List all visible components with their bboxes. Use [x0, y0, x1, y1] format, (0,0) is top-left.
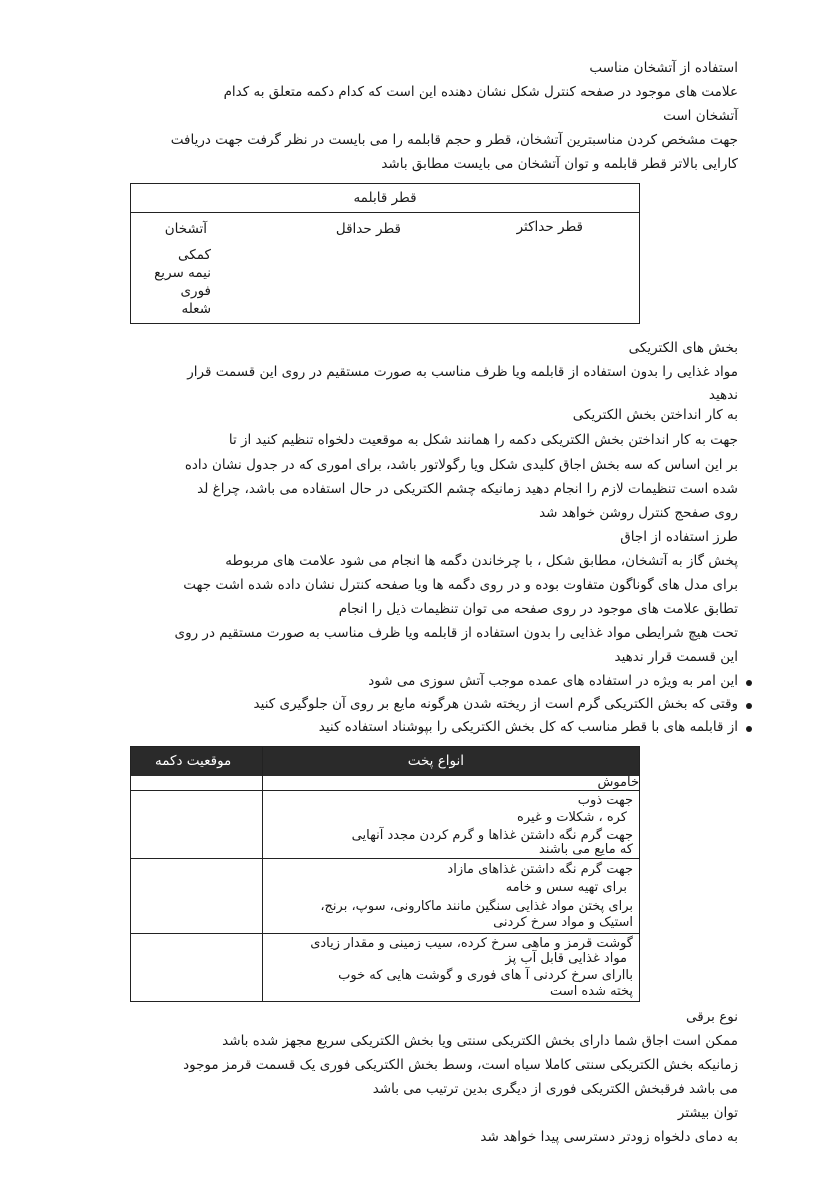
col-cooking-types: انواع پخت [407, 753, 464, 769]
cooking-cell-text: جهت گرم نگه داشتن غذاهای مازاد [447, 862, 633, 877]
cooking-types-table [130, 746, 640, 1002]
col-burner: آتشخان [164, 221, 207, 237]
para-burner-line: آتشخان است [663, 108, 738, 124]
para-type-line: می باشد فرقبخش الکتریکی فوری از دیگری بدین ترتیب می باشد [372, 1081, 738, 1097]
cooking-cell-text: مواد غذایی قابل آب پز [505, 951, 627, 966]
para-operate-line: روی صفحج کنترل روشن خواهد شد [539, 505, 738, 521]
para-usage-line: تطابق علامت های موجود در روی صفحه می توان تنظیمات ذیل را انجام [338, 601, 738, 617]
cooking-cell-text: کره ، شکلات و غیره [517, 810, 627, 825]
cooking-cell-text: گوشت قرمز و ماهی سرخ کرده، سیب زمینی و مقدار زیادی [310, 936, 633, 951]
burner-list [154, 246, 211, 318]
col-knob-position: موقعیت دکمه [155, 753, 232, 769]
cooking-cell-text: استیک و مواد سرخ کردنی [493, 915, 633, 930]
para-burner-line: کارایی بالاتر قطر قابلمه و توان آتشخان می بایست مطابق باشد [381, 156, 738, 172]
burner-name: فوری [180, 283, 211, 299]
para-operate-line: جهت به کار انداختن بخش الکتریکی دکمه را همانند شکل به موقعیت دلخواه تنظیم کنید از تا [228, 432, 738, 448]
bullet-dot-icon [746, 703, 752, 709]
cooking-cell-text: برای تهیه سس و خامه [505, 880, 627, 895]
heading-electric: بخش های الکتریکی [628, 340, 738, 356]
para-power-line: به دمای دلخواه زودتر دسترسی پیدا خواهد شد [480, 1129, 738, 1145]
para-electric-line: ندهید [708, 387, 738, 403]
bullet-dot-icon [746, 680, 752, 686]
col-min-diameter: قطر حداقل [335, 221, 401, 237]
cooking-table-header [131, 747, 639, 776]
pot-diameter-table [130, 183, 640, 324]
bullet-dot-icon [746, 726, 752, 732]
para-burner-line: جهت مشخص کردن مناسبترین آتشخان، قطر و حجم قابلمه را می بایست در نظر گرفت جهت دریافت [170, 132, 738, 148]
cooking-cell-text: خاموش [597, 775, 639, 790]
para-operate-line: بر این اساس که سه بخش اجاق کلیدی شکل ویا رگولاتور باشد، برای اموری که در جدول نشان داده [184, 457, 738, 473]
row-divider [131, 858, 639, 859]
bullet-item: این امر به ویژه در استفاده های عمده موجب آتش سوزی می شود [368, 673, 738, 689]
heading-burner: استفاده از آتشخان مناسب [589, 60, 738, 76]
cooking-cell-text: جهت گرم نگه داشتن غذاها و گرم کردن مجدد آنهایی [351, 828, 633, 843]
para-burner-line: علامت های موجود در صفحه کنترل شکل نشان دهنده این است که کدام دکمه متعلق به کدام [223, 84, 738, 100]
row-divider [131, 790, 639, 791]
para-usage-line: برای مدل های گوناگون متفاوت بوده و در روی دگمه ها ویا صفحه کنترل نشان داده شده اشت جهت [183, 577, 738, 593]
para-usage-line: این قسمت قرار ندهید [614, 649, 738, 665]
pot-diameter-title: قطر قابلمه [131, 184, 639, 213]
cooking-cell-text: برای پختن مواد غذایی سنگین مانند ماکارونی، سوپ، برنج، [320, 899, 633, 914]
cooking-cell-text: جهت ذوب [577, 793, 633, 808]
para-type-line: زمانیکه بخش الکتریکی سنتی کاملا سیاه است، وسط بخش الکتریکی فوری یک قسمت قرمز موجود [183, 1057, 738, 1073]
col-max-diameter: قطر حداکثر [516, 219, 583, 235]
burner-name: شعله [181, 301, 211, 317]
para-type-line: ممکن است اجاق شما دارای بخش الکتریکی سنتی ویا بخش الکتریکی سریع مجهز شده باشد [222, 1033, 738, 1049]
para-usage-line: پخش گاز به آتشخان، مطابق شکل ، با چرخاندن دگمه ها انجام می شود علامت های مربوطه [225, 553, 738, 569]
cooking-cell-text: پخته شده است [550, 984, 633, 999]
para-usage-line: تحت هیچ شرایطی مواد غذایی را بدون استفاده از قابلمه ویا ظرف مناسب به صورت مستقیم در روی [174, 625, 738, 641]
para-electric-line: مواد غذایی را بدون استفاده از قابلمه ویا ظرف مناسب به صورت مستقیم در روی این قسمت قرار [187, 364, 738, 380]
burner-name: نیمه سریع [154, 265, 211, 281]
cooking-cell-text: باارای سرخ کردنی آ های فوری و گوشت هایی که خوب [338, 968, 633, 983]
heading-power: توان بیشتر [677, 1105, 738, 1121]
heading-type: نوع برقی [686, 1009, 738, 1025]
burner-name: کمکی [178, 247, 211, 263]
cooking-cell-text: که مایع می باشند [538, 842, 633, 857]
bullet-item: وقتی که بخش الکتریکی گرم است از ریخته شدن هرگونه مایع بر روی آن جلوگیری کنید [253, 696, 738, 712]
row-divider [131, 933, 639, 934]
column-divider [262, 747, 263, 1001]
para-operate-line: شده است تنظیمات لازم را انجام دهید زمانیکه چشم الکتریکی در حال استفاده می باشد، چراغ لد [197, 481, 738, 497]
bullet-item: از قابلمه های با قطر مناسب که کل بخش الکتریکی را بپوشناد استفاده کنید [318, 719, 738, 735]
heading-operate: به کار انداختن بخش الکتریکی [572, 407, 738, 423]
heading-usage: طرز استفاده از اجاق [620, 529, 738, 545]
